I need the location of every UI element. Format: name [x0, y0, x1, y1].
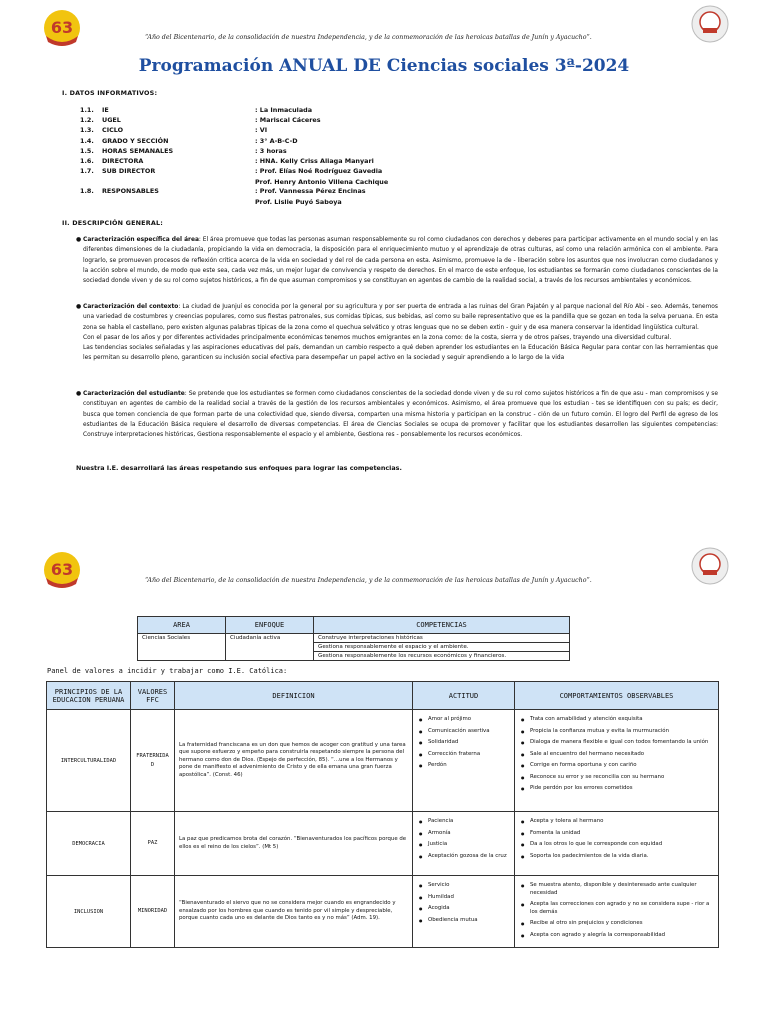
info-label: DIRECTORA — [102, 157, 144, 165]
table-row — [47, 876, 719, 948]
context-label: Caracterización del contexto — [83, 304, 179, 310]
list-item: ● Soporta los padecimientos de la vida diaria. — [519, 853, 714, 861]
info-value: : 3 horas — [255, 147, 287, 155]
list-item: ● Perdón — [417, 762, 510, 770]
list-item: ● Obediencia mutua — [417, 917, 510, 925]
list-item: ● Justicia — [417, 841, 510, 849]
definicion-cell: La fraternidad franciscana es un don que hemos de acoger con gratitud y una tarea que supone esfuerzo y empeño para construirla respetando siempre la persona del hermano como don de Dios. (Espejo de perfección, 85). “…une a los Hermanos y pone de manifiesto el advenimiento de Cristo y de ella emana una gran fuerza apostólica”. (Const. 46) — [175, 710, 413, 812]
values-table — [46, 681, 719, 948]
context-text-3: Las tendencias sociales señaladas y las aspiraciones educativas del país, demandan un cambio respecto a qué deben aprender los estudiantes en la Educación Básica Regular para contar con las herramientas que les permitan su desarrollo pleno, garanticen su inclusión social efectiva para desempeñar un papel activo en la sociedad y seguir aprendiendo a lo largo de la vida — [83, 345, 718, 362]
enfoque-cell: Ciudadanía activa — [226, 634, 314, 661]
info-value: Prof. Lislie Puyó Saboya — [255, 198, 342, 206]
principios-header: PRINCIPIOS DE LA EDUCACION PERUANA — [47, 682, 131, 710]
area-label: Caracterización específica del área — [83, 237, 199, 243]
definicion-header: DEFINICION — [175, 682, 413, 710]
list-item: ● Humildad — [417, 894, 510, 902]
section-2-title: II. DESCRIPCIÓN GENERAL: — [62, 219, 164, 227]
principio-cell: INCLUSION — [47, 876, 131, 948]
info-value: : HNA. Kelly Criss Aliaga Manyari — [255, 157, 374, 165]
school-logo-icon — [40, 548, 84, 592]
list-item: ● Propicia la confianza mutua y evita la murmuración — [519, 728, 714, 736]
list-item: ● Trata con amabilidad y atención exquisita — [519, 716, 714, 724]
actitud-cell-list — [417, 818, 510, 860]
description-area — [83, 235, 718, 286]
closing-statement: Nuestra I.E. desarrollará las áreas respetando sus enfoques para lograr las competencias. — [76, 464, 402, 472]
area-table — [137, 616, 570, 661]
info-label: SUB DIRECTOR — [102, 167, 156, 175]
info-num: 1.8. — [80, 187, 94, 195]
context-text: : La ciudad de Juanjuí es conocida por la general por su agricultura y por ser puerta de entrada a las ruinas del Gran Pajatén y al parque nacional del Río Abi - seo. Además, tenemos una variedad de costumbres y creencias populares, como sus fiestas patronales, sus comidas típicas, sus bebidas, así como su baile representativo que es la pandilla que se gozan en toda la selva peruana. En esta zona se habla el castellano, pero existen algunas palabras típicas de la zona como el quechua selvático y otras lenguas que no se deben extin - guir y de esa manera conservar la identidad lingüística cultural. — [83, 304, 718, 331]
area-header: AREA — [138, 617, 226, 634]
header-motto: “Año del Bicentenario, de la consolidación de nuestra Independencia, y de la conmemoración de las heroicas batallas de Junín y Ayacucho”. — [145, 34, 592, 41]
info-value: : Prof. Vannessa Pérez Encinas — [255, 187, 366, 195]
list-item: ● Fomenta la unidad — [519, 830, 714, 838]
list-item: ● Corrige en forma oportuna y con cariño — [519, 762, 714, 770]
description-student — [83, 389, 718, 440]
info-num: 1.5. — [80, 147, 94, 155]
list-item: ● Reconoce su error y se reconcilia con su hermano — [519, 774, 714, 782]
list-item: ● Solidaridad — [417, 739, 510, 747]
info-value: : Mariscal Cáceres — [255, 116, 321, 124]
info-label: RESPONSABLES — [102, 187, 159, 195]
competencia-cell: Construye interpretaciones históricas — [314, 634, 570, 643]
list-item: ● Acepta con agrado y alegría la corresponsabilidad — [519, 932, 714, 940]
info-value: Prof. Henry Antonio Villena Cachique — [255, 178, 389, 186]
info-label: IE — [102, 106, 109, 114]
comportamientos-header: COMPORTAMIENTOS OBSERVABLES — [515, 682, 719, 710]
list-item: ● Acogida — [417, 905, 510, 913]
definicion-cell: La paz que predicamos brota del corazón. “Bienaventurados los pacíficos porque de ellos es el reino de los cielos”. (Mt 5) — [175, 812, 413, 876]
bullet-icon: ● — [76, 236, 82, 243]
actitud-cell-list — [417, 716, 510, 770]
list-item: ● Se muestra atento, disponible y desinteresado ante cualquier necesidad — [519, 882, 714, 897]
info-label: UGEL — [102, 116, 121, 124]
info-value: : Prof. Elías Noé Rodríguez Gavedia — [255, 167, 383, 175]
page-2 — [0, 540, 768, 1024]
list-item: ● Pide perdón por los errores cometidos — [519, 785, 714, 793]
school-logo-icon — [40, 6, 84, 50]
section-1-title: I. DATOS INFORMATIVOS: — [62, 89, 158, 97]
list-item: ● Servicio — [417, 882, 510, 890]
list-item: ● Dialoga de manera flexible e igual con todos fomentando la unión — [519, 739, 714, 747]
valor-cell: MINORIDAD — [131, 876, 175, 948]
info-num: 1.6. — [80, 157, 94, 165]
list-item: ● Acepta y tolera al hermano — [519, 818, 714, 826]
actitud-cell-list — [417, 882, 510, 924]
info-label: HORAS SEMANALES — [102, 147, 174, 155]
competencia-cell: Gestiona responsablemente los recursos económicos y financieros. — [314, 652, 570, 661]
info-value: : VI — [255, 126, 268, 134]
list-item: ● Amor al prójimo — [417, 716, 510, 724]
page-title: Programación ANUAL DE Ciencias sociales 3ª-2024 — [138, 56, 630, 76]
svg-text:63: 63 — [50, 560, 74, 579]
context-text-2: Con el pasar de los años y por diferentes actividades principalmente económicas tenemos muchos emigrantes en la zona como: de la costa, sierra y de otros países, trayendo una diversidad cultural. — [83, 334, 672, 341]
comportamientos-cell-list — [519, 716, 714, 793]
principio-cell: DEMOCRACIA — [47, 812, 131, 876]
header-motto: “Año del Bicentenario, de la consolidación de nuestra Independencia, y de la conmemoración de las heroicas batallas de Junín y Ayacucho”. — [145, 577, 592, 584]
comportamientos-cell-list — [519, 818, 714, 860]
info-num: 1.1. — [80, 106, 94, 114]
comportamientos-cell-list — [519, 882, 714, 939]
info-label: CICLO — [102, 126, 124, 134]
institution-seal-icon — [690, 4, 730, 44]
list-item: ● Recibe al otro sin prejuicios y condiciones — [519, 920, 714, 928]
table-row — [47, 710, 719, 812]
info-num: 1.7. — [80, 167, 94, 175]
actitud-cell — [413, 710, 515, 812]
area-text: : El área promueve que todas las personas asuman responsablemente su rol como ciudadanos con derechos y deberes para participar activamente en el mundo social y en las diferentes dimensiones de la ciudadanía, propiciando la vida en democracia, la disposición para el enriquecimiento mutuo y el aprendizaje de otras culturas, así como una relación armónica con el ambiente. Para lograrlo, se promueven procesos de reflexión crítica acerca de la vida en sociedad y del rol de cada persona en esta. Asimismo, promueve la de - liberación sobre los asuntos que nos involucran como ciudadanos y la acción sobre el mundo, de modo que este sea, cada vez más, un mejor lugar de convivencia y respeto de derechos. En el marco de este enfoque, los estudiantes se formarán como ciudadanos conscientes de la sociedad donde viven y de su rol como sujetos históricos, a fin de que asuman compromisos y se constituyan en agentes de cambio de la realidad social, a través de los recursos ambientales y económicos. — [83, 237, 718, 285]
info-num: 1.3. — [80, 126, 94, 134]
comportamientos-cell — [515, 710, 719, 812]
list-item: ● Sale al encuentro del hermano necesitado — [519, 751, 714, 759]
comportamientos-cell — [515, 812, 719, 876]
competencias-header: COMPETENCIAS — [314, 617, 570, 634]
info-num: 1.4. — [80, 137, 94, 145]
list-item: ● Armonía — [417, 830, 510, 838]
values-table-body — [47, 710, 719, 948]
actitud-cell — [413, 876, 515, 948]
list-item: ● Acepta las correcciones con agrado y no se considera supe - rior a los demás — [519, 901, 714, 916]
description-context — [83, 302, 718, 364]
list-item: ● Paciencia — [417, 818, 510, 826]
actitud-header: ACTITUD — [413, 682, 515, 710]
info-value: : 3° A-B-C-D — [255, 137, 298, 145]
svg-text:63: 63 — [50, 18, 74, 37]
list-item: ● Da a los otros lo que le corresponde con equidad — [519, 841, 714, 849]
comportamientos-cell — [515, 876, 719, 948]
area-cell: Ciencias Sociales — [138, 634, 226, 661]
valor-cell: PAZ — [131, 812, 175, 876]
valores-header: VALORES FFC — [131, 682, 175, 710]
list-item: ● Comunicación asertiva — [417, 728, 510, 736]
enfoque-header: ENFOQUE — [226, 617, 314, 634]
principio-cell: INTERCULTURALIDAD — [47, 710, 131, 812]
student-text: : Se pretende que los estudiantes se formen como ciudadanos conscientes de la sociedad donde viven y de su rol como sujetos históricos a fin de que asu - man compromisos y se constituyan en agentes de cambio de la realidad social a través de la gestión de los recursos ambientales y económicos. Asimismo, el área promueve que los estudian - tes se identifiquen con su país; es decir, busca que tomen conciencia de que forman parte de una colectividad que, siendo diversa, comparten una misma historia y participan en la construc - ción de un futuro común. El logro del Perfil de egreso de los estudiantes de la Educación Básica requiere el desarrollo de diversas competencias. El área de Ciencias Sociales se ocupa de promover y facilitar que los estudiantes desarrollen las siguientes competencias: Construye interpretaciones históricas, Gestiona responsablemente el espacio y el ambiente, Gestiona res - ponsablemente los recursos económicos. — [83, 391, 718, 439]
valor-cell: FRATERNIDAD — [131, 710, 175, 812]
table-row — [47, 812, 719, 876]
definicion-cell: “Bienaventurado el siervo que no se considera mejor cuando es engrandecido y ensalzado por los hombres que cuando es tenido por vil simple y despreciable, porque cuanto cada uno es delante de Dios tanto es y no más” (Adm. 19). — [175, 876, 413, 948]
info-value: : La Inmaculada — [255, 106, 313, 114]
bullet-icon: ● — [76, 390, 82, 397]
institution-seal-icon — [690, 546, 730, 586]
info-label: GRADO Y SECCIÓN — [102, 137, 169, 145]
panel-label: Panel de valores a incidir y trabajar como I.E. Católica: — [47, 667, 288, 675]
actitud-cell — [413, 812, 515, 876]
list-item: ● Corrección fraterna — [417, 751, 510, 759]
student-label: Caracterización del estudiante — [83, 391, 185, 397]
bullet-icon: ● — [76, 303, 82, 310]
list-item: ● Aceptación gozosa de la cruz — [417, 853, 510, 861]
info-num: 1.2. — [80, 116, 94, 124]
competencia-cell: Gestiona responsablemente el espacio y el ambiente. — [314, 643, 570, 652]
